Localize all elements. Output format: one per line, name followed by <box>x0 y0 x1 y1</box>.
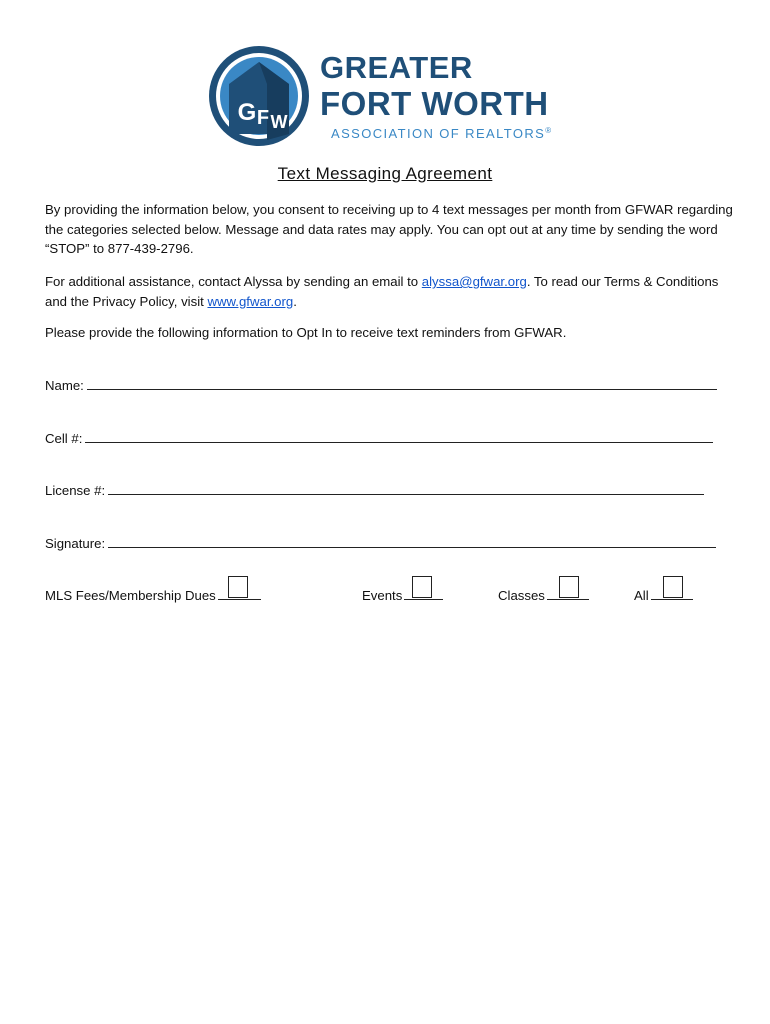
category-all[interactable] <box>634 587 693 603</box>
logo-line-association: ASSOCIATION OF REALTORS® <box>331 126 552 141</box>
name-input-line[interactable] <box>87 377 717 390</box>
category-mls-fees[interactable] <box>45 587 261 603</box>
website-link[interactable]: www.gfwar.org <box>207 293 294 309</box>
assistance-paragraph: For additional assistance, contact Alyssa by sending an email to alyssa@gfwar.org. To read our Terms & Conditions and the Privacy Policy, visit www.gfwar.org. <box>45 274 719 309</box>
cell-input-line[interactable] <box>85 430 713 443</box>
classes-checkbox[interactable] <box>559 576 579 598</box>
signature-label: Signature: <box>45 536 106 551</box>
svg-text:G: G <box>237 99 257 126</box>
license-label: License #: <box>45 483 106 498</box>
email-link[interactable]: alyssa@gfwar.org <box>421 274 527 289</box>
page-title: Text Messaging Agreement <box>277 164 493 183</box>
svg-text:W: W <box>270 112 288 132</box>
license-input-line[interactable] <box>108 482 704 495</box>
cell-field[interactable] <box>45 430 713 446</box>
cell-label: Cell #: <box>45 431 83 446</box>
name-field[interactable] <box>45 377 717 393</box>
category-label: All <box>634 588 649 603</box>
consent-paragraph: By providing the information below, you consent to receiving up to 4 text messages per month from GFWAR regarding the categories selected below. Message and data rates may apply. You can opt out at any time by sending the word “STOP” to 877-439-2796. <box>45 202 733 256</box>
registered-mark: ® <box>545 126 552 135</box>
opt-in-instructions: Please provide the following information to Opt In to receive text reminders from GFWAR. <box>45 325 567 340</box>
name-label: Name: <box>45 378 84 393</box>
category-label: Classes <box>498 588 545 603</box>
category-label: Events <box>362 588 403 603</box>
all-checkbox[interactable] <box>663 576 683 598</box>
signature-input-line[interactable] <box>108 535 716 548</box>
signature-field[interactable] <box>45 535 716 551</box>
events-checkbox[interactable] <box>412 576 432 598</box>
gfwar-logo <box>207 44 567 152</box>
gfw-emblem-icon <box>207 44 311 148</box>
category-label: MLS Fees/Membership Dues <box>45 588 216 603</box>
svg-text:F: F <box>256 107 270 129</box>
license-field[interactable] <box>45 482 704 498</box>
logo-line-fort-worth: FORT WORTH <box>320 85 549 122</box>
logo-line-greater: GREATER <box>320 50 473 85</box>
mls-fees-checkbox[interactable] <box>228 576 248 598</box>
category-classes[interactable] <box>498 587 589 603</box>
category-events[interactable] <box>362 587 443 603</box>
